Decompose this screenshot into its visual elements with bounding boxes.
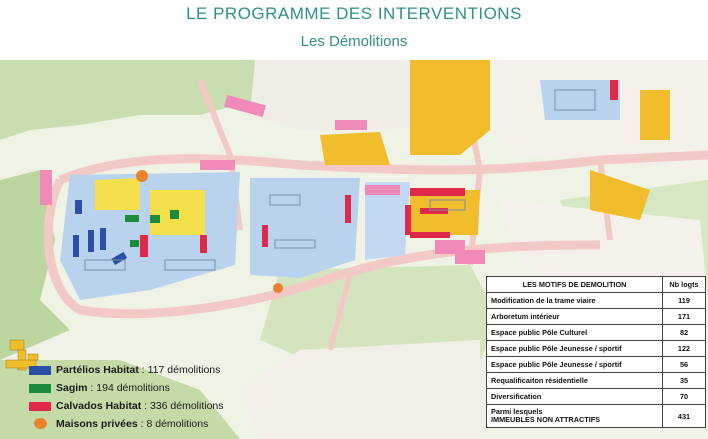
pink-zone bbox=[200, 160, 235, 170]
row-label-line1: Parmi lesquels bbox=[491, 407, 543, 416]
legend-value: 194 démolitions bbox=[96, 382, 170, 394]
row-count: 171 bbox=[663, 309, 706, 325]
legend-item: Calvados Habitat : 336 démolitions bbox=[56, 400, 224, 412]
table-row bbox=[487, 389, 706, 405]
page-title: LE PROGRAMME DES INTERVENTIONS bbox=[186, 4, 522, 23]
row-label: Espace public Pôle Culturel bbox=[487, 325, 663, 341]
pink-zone bbox=[365, 185, 400, 195]
row-count: 431 bbox=[663, 405, 706, 428]
legend-name: Sagim bbox=[56, 382, 88, 394]
table-header-count: Nb logts bbox=[663, 277, 706, 293]
legend-value: 8 démolitions bbox=[146, 418, 209, 430]
row-count: 82 bbox=[663, 325, 706, 341]
row-label: Diversification bbox=[487, 389, 663, 405]
row-count: 119 bbox=[663, 293, 706, 309]
legend-item: Sagim : 194 démolitions bbox=[56, 382, 170, 394]
legend bbox=[0, 358, 285, 439]
page-subtitle: Les Démolitions bbox=[300, 33, 408, 50]
row-label: Espace public Pôle Jeunesse / sportif bbox=[487, 341, 663, 357]
legend-swatch-blue bbox=[29, 366, 51, 375]
row-label: Arboretum intérieur bbox=[487, 309, 663, 325]
facility-area bbox=[640, 90, 670, 140]
legend-swatch-red bbox=[29, 402, 51, 411]
table-row bbox=[487, 309, 706, 325]
table-row bbox=[487, 373, 706, 389]
legend-item: Partélios Habitat : 117 démolitions bbox=[56, 364, 220, 376]
housing-district bbox=[540, 80, 620, 120]
row-count: 70 bbox=[663, 389, 706, 405]
row-label-line2: IMMEUBLES NON ATTRACTIFS bbox=[491, 415, 601, 424]
legend-value: 336 démolitions bbox=[149, 400, 224, 412]
row-label: Modification de la trame viaire bbox=[487, 293, 663, 309]
row-count: 56 bbox=[663, 357, 706, 373]
row-label: Requalificaiton résidentielle bbox=[487, 373, 663, 389]
table-header-label: LES MOTIFS DE DEMOLITION bbox=[487, 277, 663, 293]
row-count: 35 bbox=[663, 373, 706, 389]
row-label bbox=[487, 405, 663, 428]
table-row bbox=[487, 341, 706, 357]
row-label: Espace public Pôle Jeunesse / sportif bbox=[487, 357, 663, 373]
table-row bbox=[487, 293, 706, 309]
facility-area bbox=[320, 132, 390, 165]
legend-swatch-orange bbox=[34, 418, 47, 429]
pink-zone bbox=[455, 250, 485, 264]
row-count: 122 bbox=[663, 341, 706, 357]
table-row bbox=[487, 325, 706, 341]
pink-zone bbox=[40, 170, 52, 205]
legend-swatch-green bbox=[29, 384, 51, 393]
table-header bbox=[487, 277, 706, 293]
facility-area bbox=[95, 178, 140, 210]
legend-value: 117 démolitions bbox=[147, 364, 221, 376]
legend-name: Partélios Habitat bbox=[56, 364, 139, 376]
table-row bbox=[487, 357, 706, 373]
demolition-reasons-table bbox=[486, 276, 706, 428]
pink-zone bbox=[335, 120, 367, 130]
legend-name: Calvados Habitat bbox=[56, 400, 142, 412]
legend-item: Maisons privées : 8 démolitions bbox=[56, 418, 208, 430]
table-row-total bbox=[487, 405, 706, 428]
legend-name: Maisons privées bbox=[56, 418, 138, 430]
